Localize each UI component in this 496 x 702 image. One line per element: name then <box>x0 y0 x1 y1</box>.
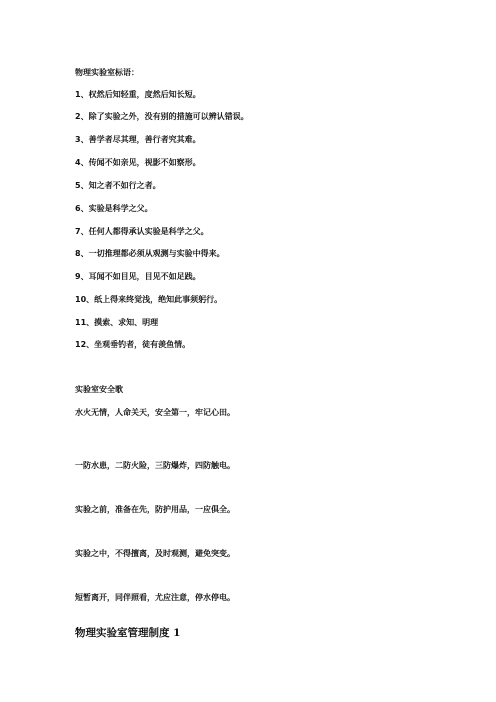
safety-song-line: 水火无情，人命关天，安全第一，牢记心田。 <box>75 408 235 417</box>
slogan-item: 2、除了实验之外，没有别的措施可以辨认错误。 <box>75 112 249 121</box>
slogan-item: 8、一切推理都必须从观测与实验中得来。 <box>75 249 225 258</box>
management-rules-heading: 物理实验室管理制度 1 <box>75 627 181 639</box>
slogan-item: 6、实验是科学之父。 <box>75 204 153 213</box>
slogan-item: 1、权然后知轻重，度然后知长短。 <box>75 90 201 99</box>
safety-song-title: 实验室安全歌 <box>75 385 123 394</box>
safety-song-line: 一防水患，二防火险，三防爆炸，四防触电。 <box>75 461 235 470</box>
safety-song-line: 实验之中，不得擅离，及时观测，避免突变。 <box>75 549 235 558</box>
slogan-item: 12、坐观垂钓者，徒有羡鱼情。 <box>75 340 191 349</box>
slogan-item: 5、知之者不如行之者。 <box>75 181 161 190</box>
slogan-item: 3、善学者尽其理，善行者究其难。 <box>75 135 201 144</box>
slogan-item: 10、纸上得来终觉浅，绝知此事须躬行。 <box>75 295 223 304</box>
safety-song-line: 短暂离开，同伴照看，尤应注意，停水停电。 <box>75 593 235 602</box>
safety-song-line: 实验之前，准备在先，防护用品，一应俱全。 <box>75 505 235 514</box>
slogans-title: 物理实验室标语： <box>75 68 139 77</box>
slogan-item: 7、任何人都得承认实验是科学之父。 <box>75 227 209 236</box>
slogan-item: 11、摸索、求知、明理 <box>75 318 159 327</box>
slogan-item: 9、耳闻不如目见，目见不如足践。 <box>75 272 201 281</box>
slogan-item: 4、传闻不如亲见，视影不如察形。 <box>75 158 201 167</box>
